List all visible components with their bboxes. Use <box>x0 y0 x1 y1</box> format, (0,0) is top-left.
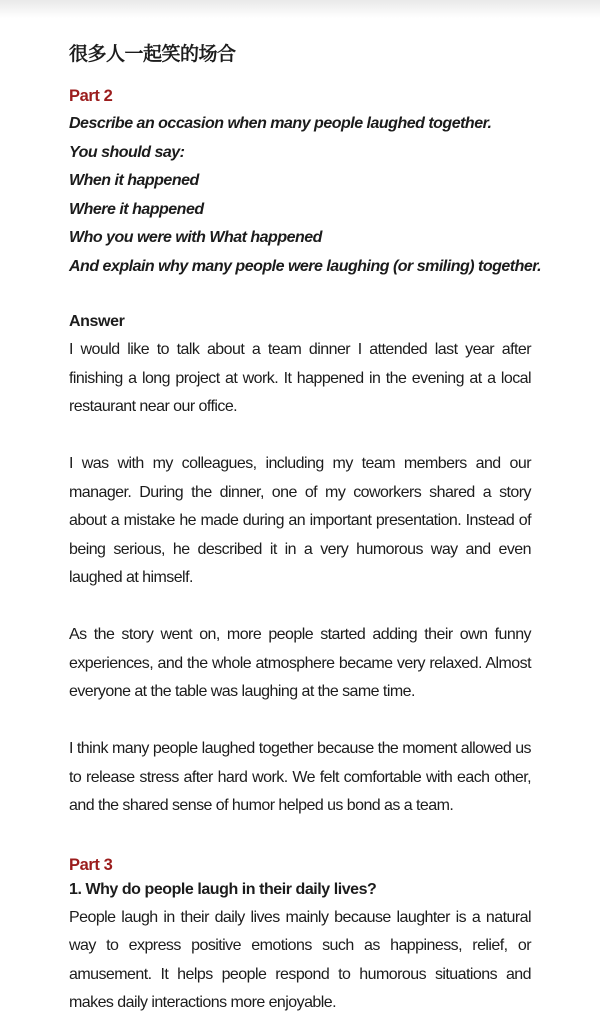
cue-line: Describe an occasion when many people laughed together. <box>69 115 492 132</box>
cue-line: When it happened <box>69 172 199 189</box>
cue-line: And explain why many people were laughing (or smiling) together. <box>69 257 542 275</box>
answer-paragraph: As the story went on, more people started adding their own funny experiences, and the whole atmosphere became very relaxed. Almost everyone at the table was laughing at the same time. <box>69 626 531 700</box>
answer-section <box>69 311 531 821</box>
answer-paragraph: I think many people laughed together because the moment allowed us to release stress after hard work. We felt comfortable with each other, and the shared sense of humor helped us bond as a team. <box>69 740 531 814</box>
answer-paragraph: I was with my colleagues, including my team members and our manager. During the dinner, one of my coworkers shared a story about a mistake he made during an important presentation. Instead of being serious, he described it in a very humorous way and even laughed at himself. <box>69 455 531 586</box>
cue-line: Where it happened <box>69 200 204 218</box>
cue-card <box>69 110 542 281</box>
part2-section <box>69 85 542 281</box>
answer-paragraph: I would like to talk about a team dinner I attended last year after finishing a long project at work. It happened in the evening at a local restaurant near our office. <box>69 341 531 415</box>
part3-question: 1. Why do people laugh in their daily lives? <box>69 880 377 898</box>
part2-label: Part 2 <box>69 87 113 105</box>
part3-answer: People laugh in their daily lives mainly because laughter is a natural way to express positive emotions such as happiness, relief, or amusement. It helps people respond to humorous situations and makes daily interactions more enjoyable. <box>69 908 531 1011</box>
cue-line: Who you were with What happened <box>69 229 322 246</box>
answer-label: Answer <box>69 313 125 330</box>
page-title: 很多人一起笑的场合 <box>69 43 236 65</box>
document-content <box>69 41 542 1018</box>
cue-line: You should say: <box>69 143 185 161</box>
part3-label: Part 3 <box>69 855 113 874</box>
part3-section <box>69 854 531 1018</box>
top-shadow <box>0 0 600 18</box>
